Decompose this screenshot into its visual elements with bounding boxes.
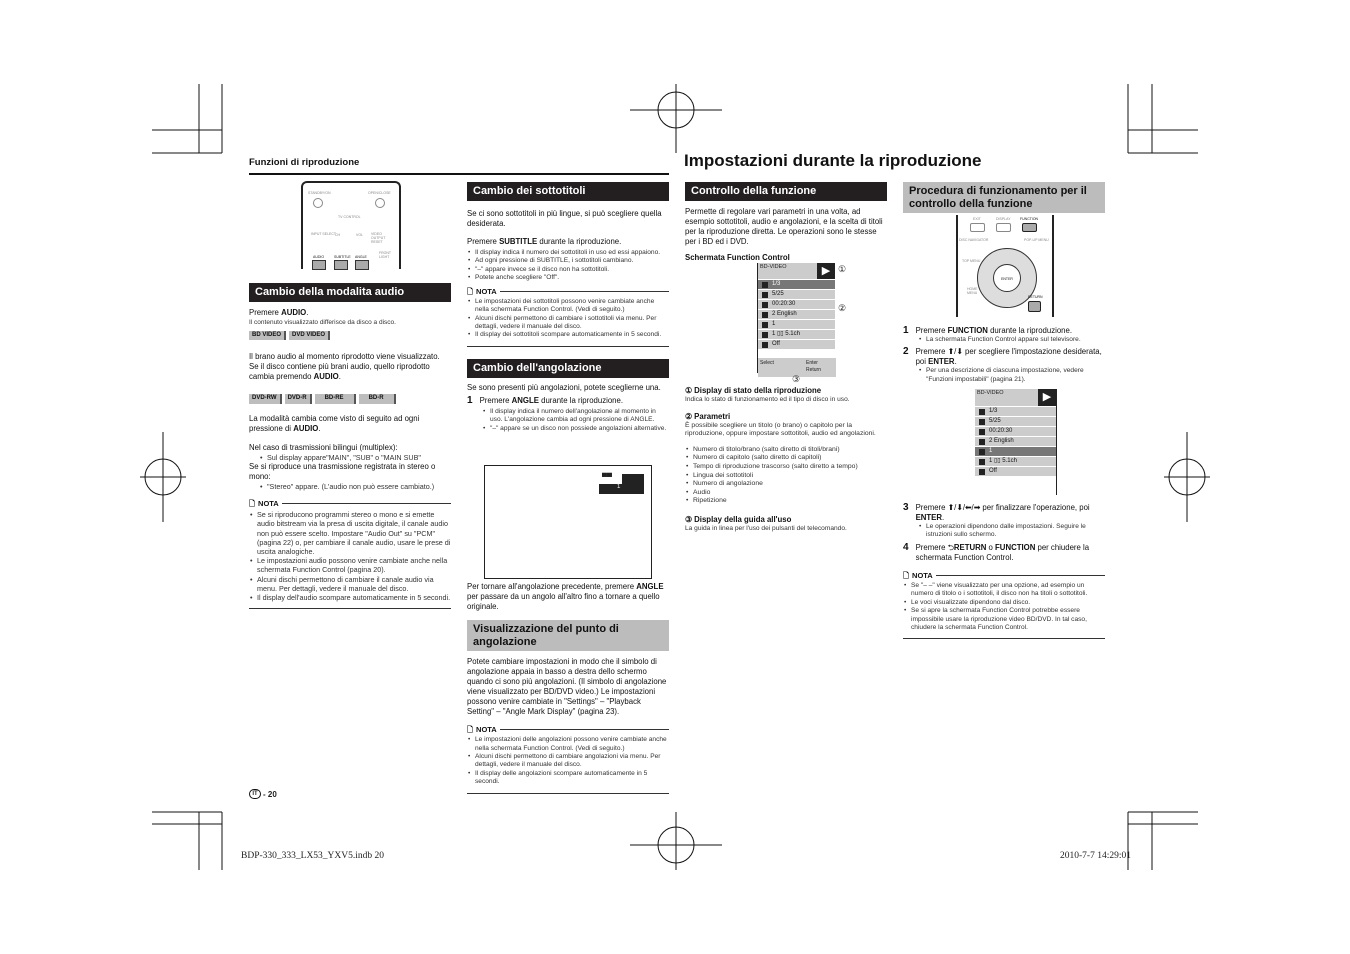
footer-timestamp: 2010-7-7 14:29:01: [1060, 851, 1131, 861]
step-1: 1 Premere FUNCTION durante la riproduzione.: [903, 325, 1073, 336]
text: Se si riproduce una trasmissione registrata in stereo o mono:: [249, 461, 436, 481]
list-item: • Le impostazioni dei sottotitoli possono venire cambiate anche nella schermata Function Control. (Vedi di seguito.): [467, 298, 669, 315]
nota-heading: 🗋 NOTA: [903, 571, 1105, 580]
list-item: • Alcuni dischi permettono di cambiare i sottotitoli via menu. Per dettagli, vedere il manuale del disco.: [467, 315, 669, 332]
list-item: • Il display indica il numero dei sottotitoli in uso ed essi appaiono.: [467, 249, 669, 257]
list-item: • Il display dei sottotitoli scompare automaticamente in 5 secondi.: [467, 331, 669, 339]
list-item: • "Stereo" appare. (L'audio non può essere cambiato.): [259, 482, 451, 491]
divider: [467, 793, 669, 794]
text: Per tornare all'angolazione precedente, premere ANGLE per passare da un angolo all'altro fino a tornare a quello originale.: [467, 582, 664, 611]
step-4: 4 Premere ⮌RETURN o FUNCTION per chiudere la schermata Function Control.: [903, 541, 1090, 562]
tag: DVD-RW: [249, 394, 282, 403]
list-item: • Le impostazioni audio possono venire cambiate anche nella schermata Function Control (pagina 20).: [249, 556, 451, 574]
divider: [467, 346, 669, 347]
audio-label: AUDIO: [313, 255, 325, 259]
list-item: • Alcuni dischi permettono di cambiare angolazioni via menu. Per dettagli, vedere il manuale del disco.: [467, 753, 669, 770]
repeat-icon: [762, 342, 768, 348]
note-icon: 🗋: [903, 570, 910, 580]
legend-2: ② Parametri: [685, 412, 731, 422]
function-button-icon: [1022, 223, 1037, 232]
nota-heading: 🗋 NOTA: [467, 725, 669, 734]
list-item: • Audio: [685, 489, 887, 498]
subtitle-button-icon: [334, 260, 348, 270]
subtitle-label: SUBTITLE: [334, 255, 351, 259]
section-label: Funzioni di riproduzione: [249, 157, 360, 168]
list-item: • Per una descrizione di ciascuna impostazione, vedere "Funzioni impostabili" (pagina 21).: [918, 367, 1105, 384]
chapter-icon: [762, 292, 768, 298]
open-label: OPEN/CLOSE: [368, 191, 391, 195]
legend-3: ③ Display della guida all'uso: [685, 514, 792, 524]
list-item: • Se si apre la schermata Function Control potrebbe essere impossibile usare la riproduzione video BD/DVD. In tal caso, chiudere la schermata Function Control.: [903, 607, 1105, 632]
legend-1: ① Display di stato della riproduzione: [685, 386, 822, 395]
subheading: Schermata Function Control: [685, 253, 790, 262]
text: Nel caso di trasmissioni bilingui (multiplex):: [249, 442, 398, 452]
column-audio: [249, 283, 451, 609]
column-subtitles: [467, 182, 669, 433]
note-icon: 🗋: [467, 286, 474, 296]
audio-icon: [979, 459, 985, 465]
repeat-icon: [979, 469, 985, 475]
list-item: • Le voci visualizzate dipendono dal disco.: [903, 599, 1105, 607]
list-item: • Numero di titolo/brano (salto diretto di titoli/brani): [685, 446, 887, 455]
chapter-icon: [979, 419, 985, 425]
text: La modalità cambia come visto di seguito ad ogni pressione di AUDIO.: [249, 413, 420, 433]
heading-audio: Cambio della modalita audio: [249, 283, 451, 302]
list-item: • Le impostazioni delle angolazioni possono venire cambiate anche nella schermata Function Control. (Vedi di seguito.): [467, 736, 669, 753]
angle-label: ANGLE: [355, 255, 367, 259]
list-item: • La schermata Function Control appare sul televisore.: [918, 336, 1105, 344]
reset-label: VIDEO OUTPUT RESET: [371, 232, 386, 244]
nota-heading: 🗋 NOTA: [467, 287, 669, 296]
list-item: • Lingua dei sottotitoli: [685, 472, 887, 481]
play-icon: ▶: [817, 263, 835, 279]
tag: DVD-R: [285, 394, 312, 403]
front-label: FRONT LIGHT: [379, 251, 391, 259]
column-angle-cont: [467, 582, 669, 794]
text: Se ci sono sottotitoli in più lingue, si può scegliere quella desiderata.: [467, 209, 662, 228]
page-title: Impostazioni durante la riproduzione: [684, 151, 982, 170]
angle-icon: [762, 322, 768, 328]
callout-3: ③: [792, 374, 801, 384]
nota-heading: 🗋 NOTA: [249, 499, 451, 508]
list-item: • Se si riproducono programmi stereo o mono e si emette audio bitstream via la presa di uscita digitale, il canale audio non può essere scelto. Impostare "Audio Out" su "PCM" (pagina 22) o, per cambiare il canale audio, usare le prese di uscita analogiche.: [249, 510, 451, 556]
heading-angle: Cambio dell'angolazione: [467, 359, 669, 378]
procedure-steps-2: [903, 500, 1105, 639]
status-bar: [758, 263, 835, 279]
step-2: 2 Premere ⬆/⬇ per scegliere l'impostazione desiderata, poi ENTER.: [903, 346, 1102, 367]
text: Permette di regolare vari parametri in una volta, ad esempio sottotitoli, audio e angolazioni, e la scelta di titoli per la riproduzione diretta. Le operazioni sono le stesse per i BD ed i DVD.: [685, 207, 883, 246]
page-number: IT - 20: [249, 789, 277, 799]
list-item: • Potete anche scegliere "Off".: [467, 274, 669, 282]
status-bar: BD-VIDEO ▶: [975, 389, 1056, 406]
angle-value: 1: [617, 484, 621, 490]
ch-label: CH: [335, 233, 341, 237]
display-button-icon: [996, 223, 1011, 232]
power-icon: [313, 198, 323, 208]
subtitle-icon: [762, 312, 768, 318]
tag: DVD VIDEO: [289, 331, 330, 340]
subtitle-icon: [979, 439, 985, 445]
procedure-steps: [903, 323, 1105, 384]
divider: [903, 638, 1105, 639]
list-item: • Alcuni dischi permettono di cambiare il canale audio via menu. Per dettagli, vedere il manuale del disco.: [249, 575, 451, 593]
angle-button-icon: [355, 260, 369, 270]
audio-button-icon: [312, 260, 326, 270]
input-label: INPUT SELECT: [311, 232, 337, 236]
heading-function: Controllo della funzione: [685, 182, 887, 201]
list-item: • Il display indica il numero dell'angolazione al momento in uso. L'angolazione cambia ad ogni pressione di ANGLE.: [482, 408, 669, 425]
vol-label: VOL: [356, 233, 364, 237]
text: La guida in linea per l'uso dei pulsanti del telecomando.: [685, 525, 847, 533]
text: Se sono presenti più angolazioni, potete sceglierne una.: [467, 382, 661, 392]
standby-label: STANDBY/ON: [308, 191, 331, 195]
list-item: • Ripetizione: [685, 497, 887, 506]
enter-button-icon: ENTER: [993, 264, 1021, 292]
list-item: • Il display dell'audio scompare automaticamente in 5 secondi.: [249, 593, 451, 602]
list-item: • Tempo di riproduzione trascorso (salto diretto a tempo): [685, 463, 887, 472]
disc-type: BD-VIDEO: [760, 264, 787, 270]
column-function-control: [685, 182, 887, 262]
title-icon: [762, 282, 768, 288]
tv-control-label: TV CONTROL: [338, 215, 361, 219]
tag: BD-RE: [315, 394, 356, 403]
list-item: • Numero di capitolo (salto diretto di capitoli): [685, 454, 887, 463]
text: Indica lo stato di funzionamento ed il tipo di disco in uso.: [685, 396, 850, 404]
press-subtitle: Premere SUBTITLE durante la riproduzione.: [467, 237, 622, 246]
step-1: 1 Premere ANGLE durante la riproduzione.: [467, 394, 624, 406]
remote-navigation-illustration: EXIT DISPLAY FUNCTION DISC NAVIGATOR POP-UP MENU TOP MENU ENTER HOME MENU RETURN: [956, 215, 1054, 317]
column-function-legend: [685, 386, 887, 533]
angle-icon: ▀▀: [599, 474, 622, 484]
audio-icon: [762, 332, 768, 338]
text: Il brano audio al momento riprodotto viene visualizzato. Se il disco contiene più brani audio, quello riprodotto cambia premendo AUDIO.: [249, 352, 440, 382]
angle-screen: [484, 465, 652, 579]
list-item: • Sul display appare"MAIN", "SUB" o "MAIN SUB": [259, 453, 451, 462]
list-item: • "–" appare invece se il disco non ha sottotitoli.: [467, 266, 669, 274]
notes-list: [249, 510, 451, 602]
exit-button-icon: [970, 223, 985, 232]
heading-procedure: Procedura di funzionamento per il controllo della funzione: [903, 182, 1105, 213]
return-button-icon: [1028, 301, 1041, 312]
text: Il contenuto visualizzato differisce da disco a disco.: [249, 319, 396, 326]
note-icon: 🗋: [249, 499, 256, 509]
language-badge: IT: [249, 789, 261, 799]
callout-1: ①: [838, 264, 847, 274]
function-control-screen: BD-VIDEO ▶ 1/3 5/25 00:20:30 2 English 1 1 ▯▯ 5.1ch Off Select Enter Return: [757, 263, 835, 373]
eject-icon: [375, 198, 385, 208]
divider: [249, 608, 451, 609]
remote-illustration: [301, 181, 401, 269]
angle-icon: [979, 449, 985, 455]
list-item: • Se "– –" viene visualizzato per una opzione, ad esempio un numero di titolo o i sottotitoli, il disco non ha titoli o sottotitoli.: [903, 582, 1105, 599]
callout-2: ②: [838, 303, 847, 313]
press-audio: Premere AUDIO.: [249, 308, 309, 317]
footer-filename: BDP-330_333_LX53_YXV5.indb 20: [241, 851, 385, 861]
divider: [249, 173, 669, 175]
text: Potete cambiare impostazioni in modo che il simbolo di angolazione appaia in basso a destra dello schermo quando ci sono più angolazioni. (Il simbolo di angolazione viene visualizzato per BD/DVD video.) Le impostazioni possono venire cambiate in "Settings" – "Playback Setting" – "Angle Mark Display" (pagina 23).: [467, 657, 667, 716]
text: È possibile scegliere un titolo (o brano) o capitolo per la riproduzione, oppure impostare sottotitoli, audio ed angolazioni.: [685, 421, 876, 438]
tag: BD VIDEO: [249, 331, 286, 340]
disc-tags: [249, 392, 451, 403]
disc-tags: [249, 329, 451, 340]
time-icon: [979, 429, 985, 435]
list-item: • Il display delle angolazioni scompare automaticamente in 5 secondi.: [467, 770, 669, 787]
list-item: • Ad ogni pressione di SUBTITLE, i sottotitoli cambiano.: [467, 257, 669, 265]
guide-bar: Select Enter Return: [758, 358, 836, 377]
list-item: • Le operazioni dipendono dalle impostazioni. Seguire le istruzioni sullo schermo.: [918, 523, 1105, 540]
play-icon: ▶: [1038, 389, 1056, 406]
heading-subtitles: Cambio dei sottotitoli: [467, 182, 669, 201]
title-icon: [979, 409, 985, 415]
list-item: • Numero di angolazione: [685, 480, 887, 489]
function-control-screen-2: BD-VIDEO ▶ 1/3 5/25 00:20:30 2 English 1 1 ▯▯ 5.1ch Off: [975, 389, 1057, 495]
column-procedure: [903, 182, 1105, 213]
list-item: • "–" appare se un disco non possiede angolazioni alternative.: [482, 425, 669, 433]
time-icon: [762, 302, 768, 308]
heading-angle-display: Visualizzazione del punto di angolazione: [467, 620, 669, 651]
step-3: 3 Premere ⬆/⬇/⬅/➡ per finalizzare l'operazione, poi ENTER.: [903, 502, 1090, 522]
tag: BD-R: [359, 394, 396, 403]
note-icon: 🗋: [467, 725, 474, 734]
